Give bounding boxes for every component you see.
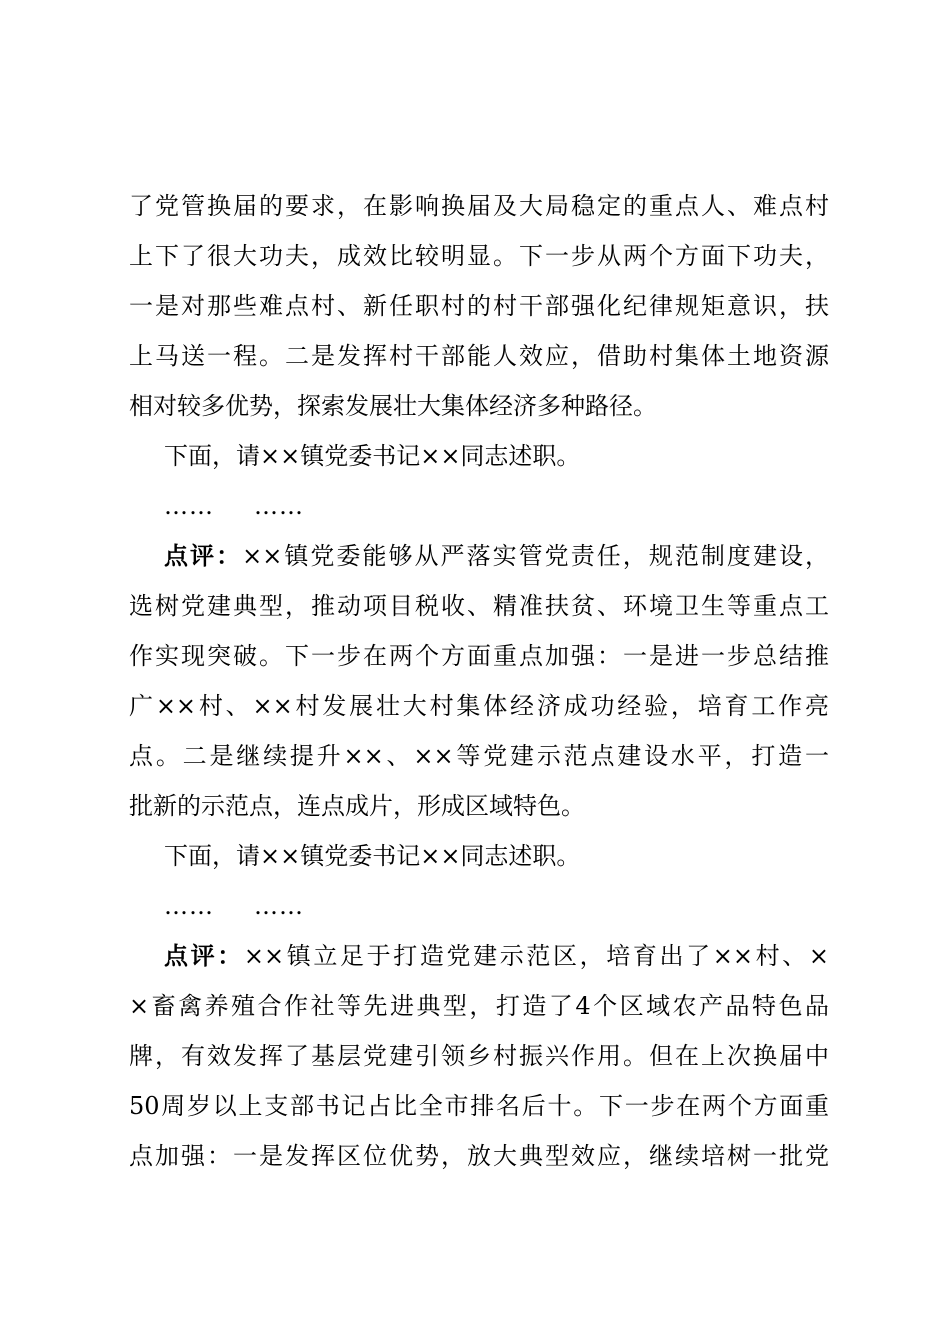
paragraph-1-line-5: 相对较多优势，探索发展壮大集体经济多种路径。	[129, 392, 657, 420]
comment-2-line-4: 50周岁以上支部书记占比全市排名后十。下一步在两个方面重	[129, 1092, 829, 1120]
comment-1-line-6: 批新的示范点，连点成片，形成区域特色。	[129, 792, 585, 820]
comment-1-line-5: 点。二是继续提升××、××等党建示范点建设水平，打造一	[129, 742, 829, 770]
comment-label: 点评：	[164, 541, 243, 570]
ellipsis-line-2	[164, 881, 829, 931]
comment-2-text-1: ××镇立足于打造党建示范区，培育出了××村、×	[243, 942, 830, 970]
ellipsis-left: ……	[164, 492, 214, 520]
comment-2-line-2: ×畜禽养殖合作社等先进典型，打造了4个区域农产品特色品	[129, 992, 829, 1020]
paragraph-1-line-2: 上下了很大功夫，成效比较明显。下一步从两个方面下功夫，	[129, 242, 829, 270]
comment-2-line-5: 点加强：一是发挥区位优势，放大典型效应，继续培树一批党	[129, 1142, 829, 1170]
ellipsis-right: ……	[254, 492, 304, 520]
comment-1-line-4: 广××村、××村发展壮大村集体经济成功经验，培育工作亮	[129, 692, 829, 720]
paragraph-1-line-3: 一是对那些难点村、新任职村的村干部强化纪律规矩意识，扶	[129, 292, 829, 320]
comment-1-line-1	[164, 531, 829, 581]
intro-line-2: 下面，请××镇党委书记××同志述职。	[164, 842, 581, 870]
comment-2-line-3: 牌，有效发挥了基层党建引领乡村振兴作用。但在上次换届中	[129, 1042, 829, 1070]
ellipsis-line-1	[164, 481, 829, 531]
ellipsis-right: ……	[254, 892, 304, 920]
comment-1-line-3: 作实现突破。下一步在两个方面重点加强：一是进一步总结推	[129, 642, 829, 670]
intro-line-1: 下面，请××镇党委书记××同志述职。	[164, 442, 581, 470]
comment-1-text-1: ××镇党委能够从严落实管党责任，规范制度建设，	[242, 542, 830, 570]
paragraph-1-line-4: 上马送一程。二是发挥村干部能人效应，借助村集体土地资源	[129, 342, 829, 370]
comment-label: 点评：	[164, 941, 244, 970]
paragraph-1-line-1: 了党管换届的要求，在影响换届及大局稳定的重点人、难点村	[129, 192, 829, 220]
comment-1-line-2: 选树党建典型，推动项目税收、精准扶贫、环境卫生等重点工	[129, 592, 829, 620]
ellipsis-left: ……	[164, 892, 214, 920]
comment-2-line-1	[164, 931, 829, 981]
